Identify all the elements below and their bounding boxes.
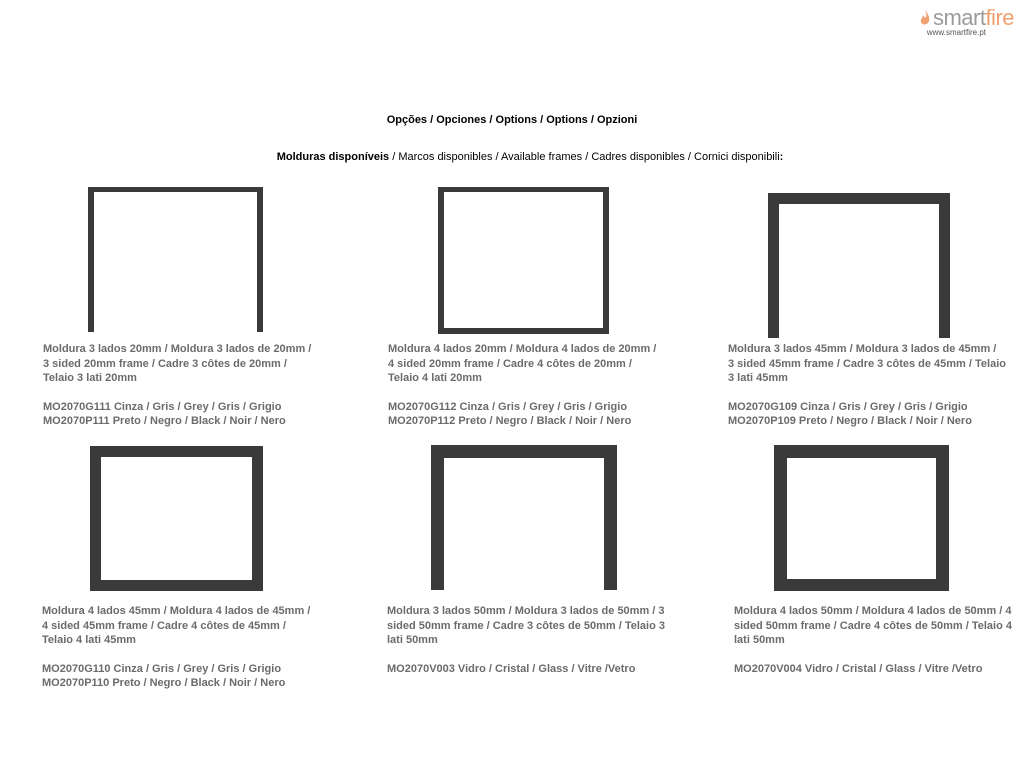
desc-line: Telaio 4 lati 20mm [388, 372, 482, 384]
product-code: MO2070G112 Cinza / Gris / Grey / Gris / Grigio [388, 400, 628, 413]
product-code: MO2070G110 Cinza / Gris / Grey / Gris / Grigio [42, 662, 282, 675]
frame-4-sided-20mm [438, 187, 609, 334]
desc-line: Moldura 3 lados 20mm / Moldura 3 lados de 20mm / [43, 343, 312, 355]
desc-line: 3 sided 45mm frame / Cadre 3 côtes de 45mm / Telaio [728, 357, 1006, 370]
product-code: MO2070V003 Vidro / Cristal / Glass / Vitre /Vetro [387, 662, 636, 675]
frame-3-sided-20mm [88, 187, 263, 332]
frame-description-2 [388, 342, 688, 429]
frame-4-sided-50mm [774, 445, 949, 591]
desc-line: Moldura 4 lados 20mm / Moldura 4 lados de 20mm / [388, 343, 657, 355]
desc-line: lati 50mm [734, 634, 785, 646]
desc-line: 3 sided 20mm frame / Cadre 3 côtes de 20mm / [43, 357, 287, 370]
desc-line: 4 sided 45mm frame / Cadre 4 côtes de 45mm / [42, 619, 286, 632]
desc-line: 4 sided 20mm frame / Cadre 4 côtes de 20mm / [388, 357, 632, 370]
product-code: MO2070V004 Vidro / Cristal / Glass / Vitre /Vetro [734, 662, 983, 675]
product-code: MO2070P112 Preto / Negro / Black / Noir / Nero [388, 415, 632, 427]
desc-line: Moldura 3 lados 45mm / Moldura 3 lados de 45mm / [728, 343, 997, 355]
product-code: MO2070P110 Preto / Negro / Black / Noir / Nero [42, 677, 286, 689]
subtitle-end: : [779, 151, 784, 163]
frame-description-1 [43, 342, 343, 429]
desc-line: Telaio 3 lati 20mm [43, 372, 137, 384]
frame-3-sided-45mm [768, 193, 950, 338]
desc-line: sided 50mm frame / Cadre 4 côtes de 50mm / Telaio 4 [734, 619, 1012, 632]
frame-description-6 [734, 604, 1019, 676]
product-code: MO2070P109 Preto / Negro / Black / Noir / Nero [728, 415, 972, 427]
desc-line: Telaio 4 lati 45mm [42, 634, 136, 646]
brand-name: smartfire [932, 5, 1014, 30]
product-code: MO2070G109 Cinza / Gris / Grey / Gris / Grigio [728, 400, 968, 413]
product-code: MO2070P111 Preto / Negro / Black / Noir / Nero [43, 415, 286, 427]
flame-icon [919, 9, 931, 27]
frame-3-sided-50mm [431, 445, 617, 590]
frame-description-4 [42, 604, 342, 691]
desc-line: Moldura 4 lados 50mm / Moldura 4 lados de 50mm / 4 [734, 605, 1012, 617]
brand-logo [884, 6, 1014, 37]
desc-line: lati 50mm [387, 634, 438, 646]
website-url: www.smartfire.pt [926, 28, 986, 37]
desc-line: Moldura 3 lados 50mm / Moldura 3 lados de 50mm / 3 [387, 605, 665, 617]
desc-line: 3 lati 45mm [728, 372, 788, 384]
subtitle-rest: / Marcos disponibles / Available frames / Cadres disponibles / Cornici disponibili [389, 151, 780, 163]
page-title: Opções / Opciones / Options / Options / Opzioni [386, 114, 638, 126]
frame-description-3 [728, 342, 1018, 429]
frame-4-sided-45mm [90, 446, 263, 591]
product-code: MO2070G111 Cinza / Gris / Grey / Gris / Grigio [43, 400, 282, 413]
subtitle-bold: Molduras disponíveis [276, 151, 390, 163]
page-subtitle [0, 151, 1024, 163]
frame-description-5 [387, 604, 687, 676]
desc-line: Moldura 4 lados 45mm / Moldura 4 lados de 45mm / [42, 605, 311, 617]
desc-line: sided 50mm frame / Cadre 3 côtes de 50mm / Telaio 3 [387, 619, 665, 632]
